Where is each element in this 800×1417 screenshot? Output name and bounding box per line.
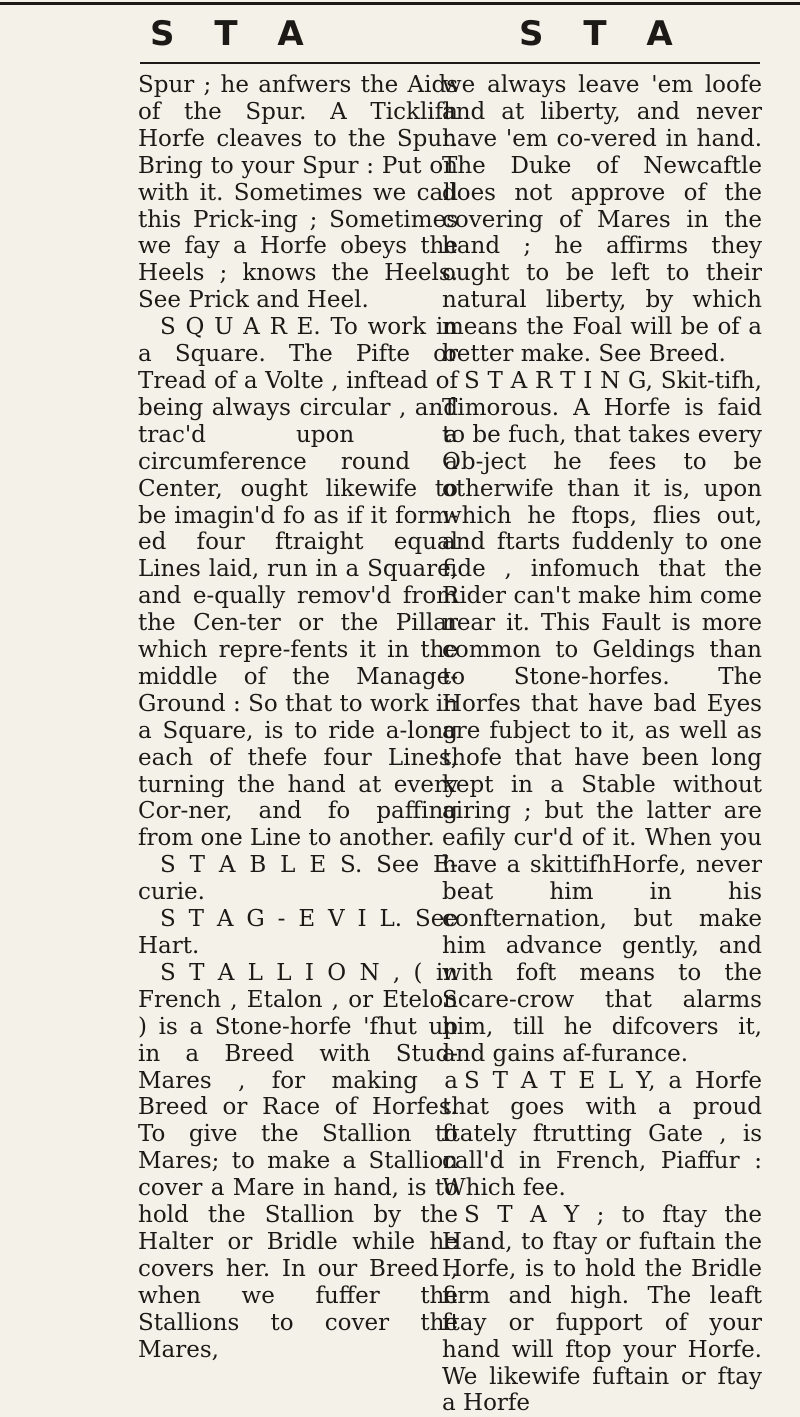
paragraph-stallion-continued: we always leave 'em loofe and at liberty, and never have 'em co-vered in hand. The Duke of Newcaftle does not approve of the covering of Mares in the hand ; he affirms they ought to be left to their natural liberty, by which means the Foal will be of a better make. See Breed. [442,72,762,368]
top-border-rule [0,2,800,5]
page-header [0,14,800,62]
entry-square: S Q U A R E. To work in a Square. The Pifte or Tread of a Volte , inftead of being always circular , and trac'd upon a circumference round a Center, ought likewife to be imagin'd fo as if it form-ed four ftraight equal Lines laid, run in a Square, and e-qually remov'd from the Cen-ter or the Pillar which repre-fents it in the middle of the Manage-Ground : So that to work in a Square, is to ride a-long each of thefe four Lines, turning the hand at every Cor-ner, and fo paffing from one Line to another. [138,314,458,852]
left-column [138,72,458,1364]
paragraph-spur-continued: Spur ; he anfwers the Aids of the Spur. A Ticklifh Horfe cleaves to the Spur. Bring to your Spur : Put on with it. Sometimes we call this Prick-ing ; Sometimes we fay a Horfe obeys the Heels ; knows the Heels. See Prick and Heel. [138,72,458,314]
running-head-right: S T A [519,14,687,54]
running-head-left: S T A [150,14,318,54]
header-rule [140,62,760,64]
entry-stag-evil: S T A G - E V I L. See Hart. [138,906,458,959]
right-column [442,72,762,1417]
entry-stables: S T A B L E S. See E-curie. [138,852,458,906]
entry-stallion: S T A L L I O N , ( in French , Etalon , or Etelon ) is a Stone-horfe 'fhut up in a Breed with Stud-Mares , for making a Breed or Race of Horfes. To give the Stallion to Mares; to make a Stallion cover a Mare in hand, is to hold the Stallion by the Halter or Bridle while he covers her. In our Breed , when we fuffer the Stallions to cover the Mares, [138,959,458,1363]
entry-stately: S T A T E L Y, a Horfe that goes with a proud ftately ftrutting Gate , is call'd in French, Piaffur : Which fee. [442,1067,762,1202]
entry-starting: S T A R T I N G, Skit-tifh, Timorous. A Horfe is faid to be fuch, that takes every Ob-ject he fees to be otherwife than it is, upon which he ftops, flies out, and ftarts fuddenly to one fide , infomuch that the Rider can't make him come near it. This Fault is more common to Geldings than to Stone-horfes. The Horfes that have bad Eyes are fubject to it, as well as thofe that have been long kept in a Stable without airing ; but the latter are eafily cur'd of it. When you have a skittifhHorfe, never beat him in his confternation, but make him advance gently, and with foft means to the Scare-crow that alarms him, till he difcovers it, and gains af-furance. [442,367,762,1067]
entry-stay: S T A Y ; to ftay the Hand, to ftay or fuftain the Horfe, is to hold the Bridle firm and high. The leaft ftay or fupport of your hand will ftop your Horfe. We likewife fuftain or ftay a Horfe [442,1202,762,1417]
